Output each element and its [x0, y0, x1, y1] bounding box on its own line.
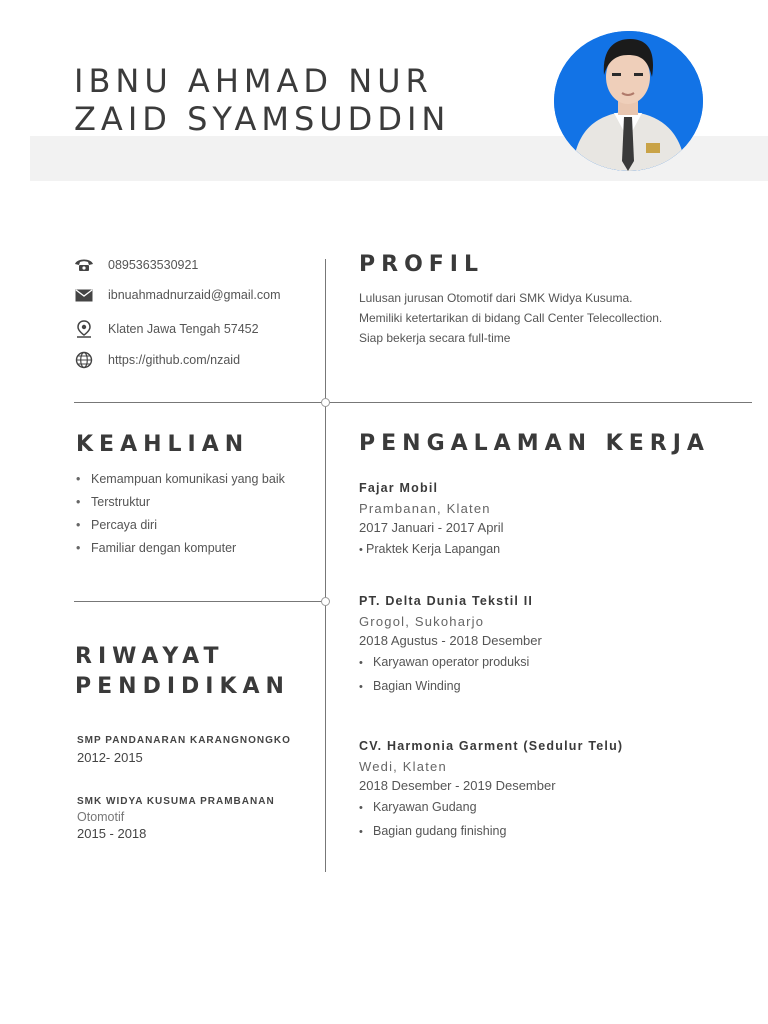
- location-pin-icon: [74, 320, 94, 338]
- contact-phone: [74, 254, 198, 276]
- profile-heading: PROFIL: [359, 252, 484, 277]
- phone-icon: [74, 256, 94, 274]
- job-tasks: [359, 797, 623, 845]
- education-entry: [77, 735, 291, 765]
- skill-item: • Terstruktur: [76, 492, 285, 515]
- resume-name: [74, 62, 450, 138]
- globe-icon: [74, 351, 94, 369]
- profile-photo: [554, 31, 703, 171]
- contact-email[interactable]: [74, 284, 281, 306]
- job-task: • Praktek Kerja Lapangan: [359, 539, 504, 563]
- contact-address: [74, 318, 259, 340]
- education-heading: [75, 642, 290, 702]
- job-location: Wedi, Klaten: [359, 759, 447, 774]
- profile-line: Lulusan jurusan Otomotif dari SMK Widya Kusuma.: [359, 291, 633, 305]
- profile-line: Memiliki ketertarikan di bidang Call Center Telecollection.: [359, 311, 663, 325]
- mail-icon: [74, 286, 94, 304]
- name-line-2: ZAID SYAMSUDDIN: [74, 100, 451, 138]
- job-task: • Bagian gudang finishing: [359, 821, 623, 845]
- education-years: 2012- 2015: [77, 750, 143, 765]
- person-portrait-illustration: [554, 31, 703, 171]
- job-location: Grogol, Sukoharjo: [359, 614, 485, 629]
- name-line-1: IBNU AHMAD NUR: [74, 62, 433, 100]
- job-tasks: [359, 652, 542, 700]
- skills-list: [76, 469, 285, 561]
- divider-node: [321, 597, 330, 606]
- education-heading-line-2: PENDIDIKAN: [75, 674, 290, 699]
- job-company: Fajar Mobil: [359, 481, 439, 495]
- job-task: • Bagian Winding: [359, 676, 542, 700]
- job-dates: 2018 Desember - 2019 Desember: [359, 778, 556, 793]
- job-entry: [359, 739, 623, 845]
- horizontal-divider-top: [74, 402, 752, 403]
- education-school: SMK WIDYA KUSUMA PRAMBANAN: [77, 796, 275, 807]
- job-company: PT. Delta Dunia Tekstil II: [359, 594, 534, 608]
- education-heading-line-1: RIWAYAT: [75, 644, 225, 669]
- job-entry: [359, 594, 542, 700]
- contact-email-text: ibnuahmadnurzaid@gmail.com: [108, 288, 281, 302]
- education-entry: [77, 796, 275, 841]
- skill-item: • Percaya diri: [76, 515, 285, 538]
- contact-phone-text: 0895363530921: [108, 258, 199, 272]
- horizontal-divider-bottom: [74, 601, 325, 602]
- job-dates: 2018 Agustus - 2018 Desember: [359, 633, 542, 648]
- divider-node: [321, 398, 330, 407]
- profile-line: Siap bekerja secara full-time: [359, 331, 511, 345]
- skills-heading: KEAHLIAN: [76, 432, 250, 457]
- contact-address-text: Klaten Jawa Tengah 57452: [108, 322, 259, 336]
- job-dates: 2017 Januari - 2017 April: [359, 520, 504, 535]
- profile-summary: [359, 288, 729, 348]
- job-task: • Karyawan operator produksi: [359, 652, 542, 676]
- job-task: • Karyawan Gudang: [359, 797, 623, 821]
- education-major: Otomotif: [77, 810, 125, 824]
- job-company: CV. Harmonia Garment (Sedulur Telu): [359, 739, 624, 753]
- vertical-divider: [325, 259, 326, 872]
- contact-website[interactable]: [74, 349, 240, 371]
- education-years: 2015 - 2018: [77, 826, 147, 841]
- job-tasks: [359, 539, 504, 563]
- contact-website-text: https://github.com/nzaid: [108, 353, 241, 367]
- experience-heading: PENGALAMAN KERJA: [359, 431, 710, 456]
- job-entry: [359, 481, 504, 563]
- education-school: SMP PANDANARAN KARANGNONGKO: [77, 735, 291, 746]
- skill-item: • Kemampuan komunikasi yang baik: [76, 469, 285, 492]
- job-location: Prambanan, Klaten: [359, 501, 491, 516]
- skill-item: • Familiar dengan komputer: [76, 538, 285, 561]
